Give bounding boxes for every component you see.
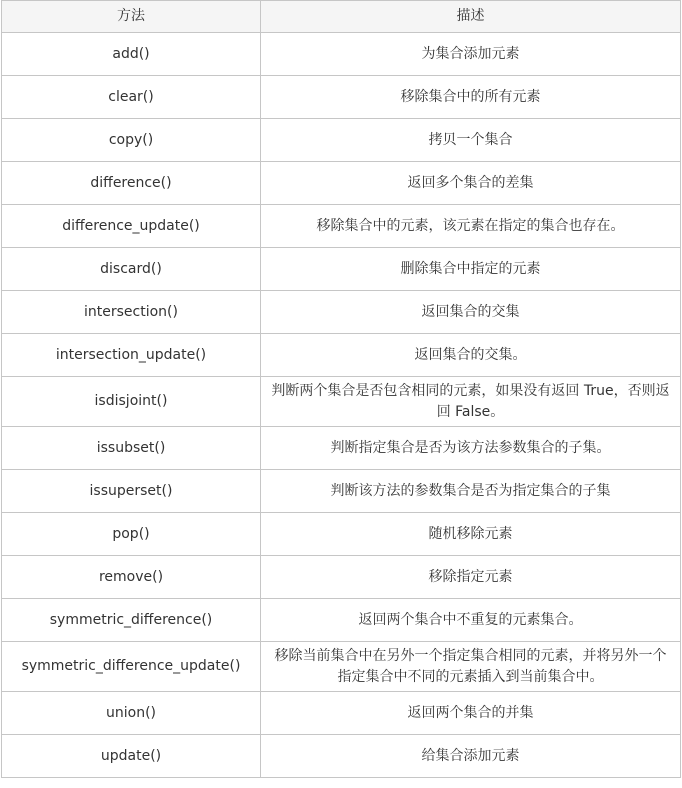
- table-row: [2, 33, 681, 76]
- description-cell: 返回集合的交集: [261, 291, 681, 334]
- description-cell: 为集合添加元素: [261, 33, 681, 76]
- method-cell: pop(): [2, 513, 261, 556]
- method-cell: issubset(): [2, 427, 261, 470]
- table-row: [2, 119, 681, 162]
- table-row: [2, 248, 681, 291]
- description-cell: 拷贝一个集合: [261, 119, 681, 162]
- table-row: [2, 692, 681, 735]
- description-cell: 给集合添加元素: [261, 735, 681, 778]
- method-cell: union(): [2, 692, 261, 735]
- method-cell: intersection_update(): [2, 334, 261, 377]
- header-description: 描述: [261, 1, 681, 33]
- table-row: [2, 291, 681, 334]
- table-row: [2, 334, 681, 377]
- table-row: [2, 642, 681, 692]
- method-cell: symmetric_difference(): [2, 599, 261, 642]
- description-cell: 删除集合中指定的元素: [261, 248, 681, 291]
- table-header-row: [2, 1, 681, 33]
- description-cell: 判断该方法的参数集合是否为指定集合的子集: [261, 470, 681, 513]
- method-cell: remove(): [2, 556, 261, 599]
- table-row: [2, 513, 681, 556]
- table-row: [2, 556, 681, 599]
- table-row: [2, 427, 681, 470]
- table-row: [2, 377, 681, 427]
- description-cell: 返回两个集合的并集: [261, 692, 681, 735]
- table-row: [2, 470, 681, 513]
- table-row: [2, 205, 681, 248]
- method-cell: intersection(): [2, 291, 261, 334]
- method-cell: discard(): [2, 248, 261, 291]
- description-cell: 移除指定元素: [261, 556, 681, 599]
- description-cell: 移除当前集合中在另外一个指定集合相同的元素，并将另外一个指定集合中不同的元素插入到当前集合中。: [261, 642, 681, 692]
- method-cell: difference_update(): [2, 205, 261, 248]
- description-cell: 返回两个集合中不重复的元素集合。: [261, 599, 681, 642]
- description-cell: 返回多个集合的差集: [261, 162, 681, 205]
- table-row: [2, 76, 681, 119]
- description-cell: 随机移除元素: [261, 513, 681, 556]
- methods-table: [1, 0, 681, 778]
- description-cell: 判断两个集合是否包含相同的元素，如果没有返回 True，否则返回 False。: [261, 377, 681, 427]
- method-cell: update(): [2, 735, 261, 778]
- table-row: [2, 735, 681, 778]
- method-cell: clear(): [2, 76, 261, 119]
- table-row: [2, 599, 681, 642]
- method-cell: add(): [2, 33, 261, 76]
- method-cell: isdisjoint(): [2, 377, 261, 427]
- description-cell: 移除集合中的元素，该元素在指定的集合也存在。: [261, 205, 681, 248]
- method-cell: difference(): [2, 162, 261, 205]
- description-cell: 移除集合中的所有元素: [261, 76, 681, 119]
- method-cell: copy(): [2, 119, 261, 162]
- description-cell: 判断指定集合是否为该方法参数集合的子集。: [261, 427, 681, 470]
- description-cell: 返回集合的交集。: [261, 334, 681, 377]
- header-method: 方法: [2, 1, 261, 33]
- method-cell: symmetric_difference_update(): [2, 642, 261, 692]
- method-cell: issuperset(): [2, 470, 261, 513]
- table-row: [2, 162, 681, 205]
